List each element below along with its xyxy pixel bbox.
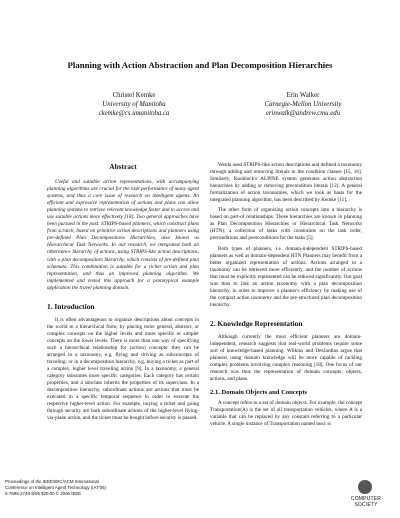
right-column	[210, 162, 362, 431]
paper-title: Planning with Action Abstraction and Plan Decomposition Hierarchies	[67, 60, 333, 70]
author-affiliation: University of Manitoba	[102, 101, 166, 108]
logo-text-line-2: SOCIETY	[354, 502, 378, 508]
author-affiliation: Carnegie-Mellon University	[264, 101, 342, 108]
subsection-heading-domain-objects: 2.1. Domain Objects and Concepts	[210, 389, 308, 397]
author-name: Erin Walker	[286, 92, 320, 99]
knowledge-representation-text: Although currently the most efficient planners are domain-independent, research suggests that real-world problems require some sort of knowledge-based planning. Wilkins and DesJardins argue that planners using domain knowledge will be more capable of tackling complex problems involving complex reasoning [18]. One focus of our research was thus the representation of domain concepts, objects, actions, and plans.	[210, 333, 362, 383]
footer-line-3: 0-7695-2748-5/06 $20.00 © 2006 IEEE	[5, 491, 82, 496]
proceedings-footer	[5, 479, 235, 497]
computer-society-logo	[338, 480, 394, 514]
computer-society-logo-icon	[358, 480, 372, 494]
domain-objects-text: A concept refers to a set of domain objects. For example, the concept Transportation(A) is the set of all transportation vehicles, where A is a variable that can be replaced by any constant referring to a particular vehicle. A single instance of Transportation named bus1 is	[210, 400, 362, 428]
logo-text-line-1: COMPUTER	[350, 496, 382, 502]
logo-text	[338, 496, 394, 508]
section-heading-introduction: 1. Introduction	[47, 301, 95, 311]
footer-line-1: Proceedings of the IEEE/WIC/ACM International	[5, 479, 99, 484]
right-paragraph-2: The other form of organizing action concepts into a hierarchy is based on part-of relationships. These hierarchies are known in planning as Plan Decomposition Hierarchies or Hierarchical Task Networks (HTN); a collection of tasks with constraints on the task order, preconditions and postconditions for the tasks [5].	[210, 207, 362, 242]
right-paragraph-1: Weida used STRIPS-like action descriptions and defined a taxonomy through adding and removing literals in the condition classes [15, 16]. Similarly, Knoblock's ALPINE system generates action abstraction hierarchies by adding or removing precondition literals [12]. A general formalization of action taxonomies, which we took as basis for the integrated planning algorithm, has been described by Kemke [11].	[210, 162, 362, 204]
footer-line-2: Conference on Intelligent Agent Technology (IAT'06)	[5, 485, 106, 490]
abstract-text: Useful and suitable action representations, with accompanying planning algorithms are crucial for the task performance of many agent systems, and thus a core issue of research on intelligent agents. An efficient and expressive representation of actions and plans can allow planning systems to retrieve relevant knowledge faster and to access and use suitable actions more effectively [18]. Two general approaches have been pursued in the past: STRIPS-based planners, which construct plans from scratch, based on primitive action descriptions and planners using pre-defined Plan Decompositions Hierarchies, also known as Hierarchical Task Networks. In our research, we integrated both an inheritance hierarchy of actions, using STRIPS-like action descriptions, with a plan decomposition hierarchy, which consists of pre-defined plan schemata. This combination is suitable for a richer action and plan representation, and thus an improved planning algorithm. We implemented and tested this approach for a prototypical example application the travel planning domain.	[47, 179, 199, 291]
author-name: Christel Kemke	[112, 92, 156, 99]
section-heading-knowledge-representation: 2. Knowledge Representation	[210, 318, 303, 328]
left-column	[47, 162, 199, 425]
author-block-2	[178, 91, 400, 118]
author-email: ckemke@cs.umanitoba.ca	[98, 110, 170, 117]
abstract-heading: Abstract	[109, 162, 137, 171]
right-paragraph-3: Both types of planners, i.e. domain-independent STRIPS-based planners as well as domain-dependent HTN Planners may benefit from a better organized representation of actions. Actions arranged in a taxonomy can be retrieved more efficiently, and the number of actions that must be explicitly represented can be reduced significantly. Our goal was thus to link an action taxonomy with a plan decomposition hierarchy, in order to improve a planner's efficiency by making use of the compact action taxonomy and the pre-structured plan decomposition hierarchy.	[210, 245, 362, 308]
author-email: erinwalk@andrew.cmu.edu	[265, 110, 341, 117]
introduction-text: It is often advantageous to organize descriptions about concepts in the world in a hierarchical form, by placing more general, abstract, or complex concepts on the higher levels and more specific or simpler concepts on the lower levels. There is more than one way of specifying such a hierarchical relationship for (action) concepts: they can be arranged in a taxonomy, e.g. flying and driving as subconcepts of traveling; or in a decomposition hierarchy, e.g. buying a ticket as part of a complex, higher level traveling action [9]. In a taxonomy, a general category subsumes more specific categories. Each category has certain properties, and a subclass inherits the properties of its superclass. In a decomposition hierarchy, subordinate actions are actions that must be executed in a specific temporal sequence in order to execute the respective higher-level action. For example, buying a ticket and going through security are both subordinate actions of the higher-level flying-via-plane action, and the ticket must be bought before security is passed.	[47, 316, 199, 422]
